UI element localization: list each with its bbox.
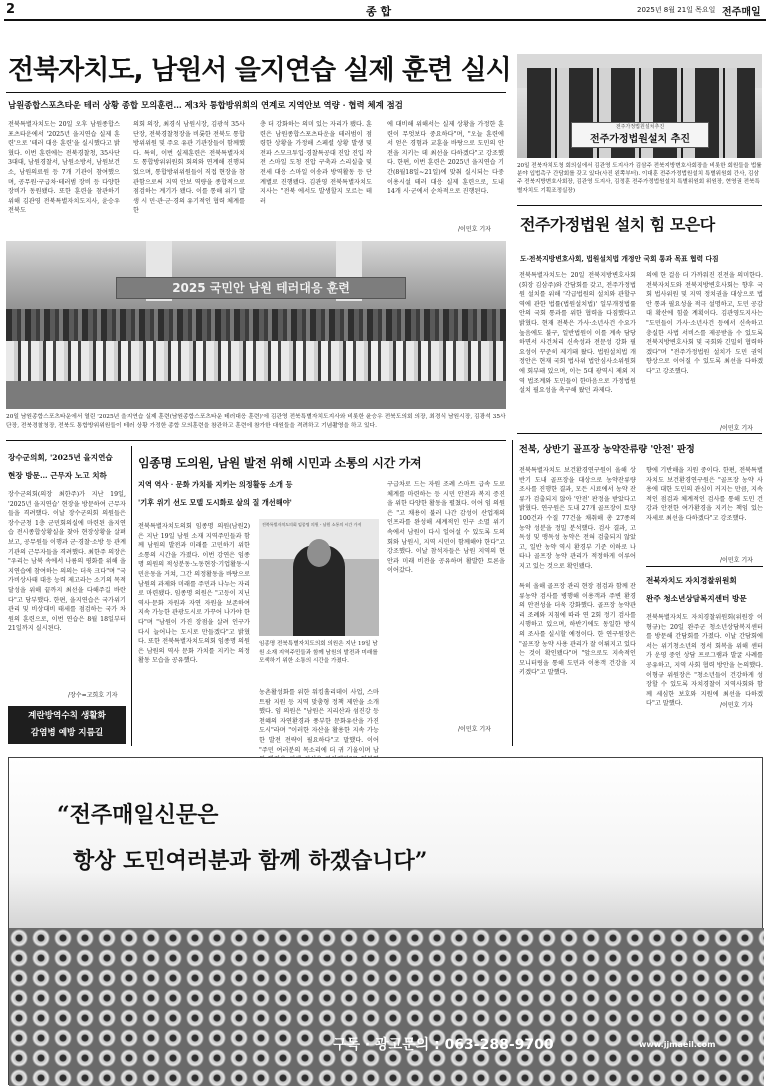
lim-photo-face — [307, 539, 331, 567]
lim-col-2: 구급차로 드는 자원 조례 스마트 급속 도로 체계를 마련하는 등 시민 안전과 복지 증진을 위한 다양한 활동을 펼쳤다. 이어 임 의원은 "고 채용이 불러 나간 감성이 산업재의 인프라를 완성해 세계적인 인구 소멸 위기 속에서 남원이 다시 일어설 수 있도록 도의회와 남원시, 지역 시민이 함께해야 한다"고 강조했다. 이날 참석자들은 남원 지역의 현안과 미래 비전을 공유하며 활발한 토론을 이어갔다. — [387, 481, 505, 575]
main-subheadline: 남원종합스포츠타운 테러 상황 종합 모의훈련… 제3차 통합방위회의 연계로 지역안보 역량 · 협력 체계 점검 — [8, 100, 403, 110]
youth-byline: /이민호 기자 — [720, 702, 753, 709]
ad-headline-1: “전주매일신문은 — [57, 802, 219, 828]
golf-headline: 전북, 상반기 골프장 농약잔류량 '안전' 판정 — [519, 444, 695, 455]
photo-ground — [6, 381, 506, 409]
ad-contact-label: 구독 · 광고문의 : — [333, 1037, 440, 1053]
paper-name: 전주매일 — [722, 7, 761, 18]
training-photo — [6, 241, 506, 409]
court-headline: 전주가정법원 설치 힘 모은다 — [520, 215, 715, 234]
lim-left-rule — [131, 446, 132, 746]
youth-headline-2: 완주 청소년상담복지센터 방문 — [646, 594, 747, 603]
lim-col-1: 전북특별자치도의회 임종명 의원(남원2)은 지난 19일 남원 소재 지역주민들과 함께 남원의 발전과 미래를 고민하기 위한 소통의 시간을 가졌다. 이번 강연은 임종명 의원의 적성분동·노동현장·기업활동·시민운동을 거쳐, 그간 의정활동을 바탕으로 남원의 과제와 미래를 주민과 나누는 자리로 마련됐다. 임종명 의원은 "고등이 지닌 역사·문화 자원과 자연 자원을 보존하여 지속 가능한 관광도시로 가꾸어 나가야 한다"며 "남원이 가진 장점을 살려 인구가 다시 늘어나는 도시로 만들겠다"고 밝혔다. 또한 전북특별자치도의회 임종명 의원은 남원의 역사 문화 가치를 지키는 의정활동 모습을 공유했다. — [138, 523, 250, 665]
golf-col-2: 특히 올해 골프장 관리 현장 점검과 함께 잔류농약 검사를 병행해 이용객과 주변 환경의 안전성을 더욱 강화했다. 골프장 농약관리 조례와 지침에 따라 연 2회 정기 검사를 시행하고 있으며, 하반기에도 동일한 방식의 조사를 실시할 예정이다. 한 연구원장은 "골프장 농약 사용 관리가 잘 이뤄지고 있다는 것이 확인됐다"며 "앞으로도 지속적인 모니터링을 통해 도민과 이용객 건강을 지키겠다"고 말했다. — [519, 583, 636, 677]
page-number: 2 — [6, 2, 16, 17]
jangsu-col: 장수군의회(의장 최한주)가 지난 19일, '2025년 을지연습' 현장을 방문하여 근무자들을 격려했다. 이날 장수군의회 의원들은 장수군청 1층 군민회의실에 마련된 을지연습 전시종합상황실을 찾아 현장상황을 살펴보고, 공무원들 이행과 군·경찰·소방 등 관계기관의 근무자들을 격려했다. 최한주 의장은 "우리는 남북 속에서 나름의 평화를 위해 을지연습에 참여하는 의의는 더욱 크다"며 "국가비상사태 대응 능력 제고라는 소기의 목적 달성을 위해 끝까지 최선을 다해주길 바란다"고 당부했다. 한편, 을지연습은 국가위기관리 및 비상대비 태세를 점검하는 국가 차원의 훈련으로, 이번 연습은 8월 18일부터 21일까지 실시된다. — [8, 491, 126, 633]
photo-banner: 2025 국민안 남원 테러대응 훈련 — [116, 277, 406, 299]
training-photo-caption: 20일 남원종합스포츠타운에서 열린 '2025년 을지연습 실제 훈련(남원종합스포츠타운 테러대응 훈련)'에 김관영 전북특별자치도지사와 비롯한 윤승우 전북도의회 의장, 최경식 남원시장, 김광석 35사단장, 전북경찰청장, 전북도 통합방위위원들이 테러 상황 가정한 종합 모의훈련을 참관하고 훈련에 참가한 대원들을 격려하고 기념촬영을 하고 있다. — [6, 414, 506, 429]
issue-date: 2025년 8월 21일 목요일 — [637, 6, 716, 14]
promo-line-2: 감염병 예방 지름길 — [30, 728, 104, 738]
court-photo — [517, 54, 762, 158]
main-col-3: 층 더 강화하는 의미 있는 자리가 됐다. 훈련은 남원종합스포츠타운을 테러범이 점령한 상황을 가정해 스페셜 상황 발생 및 전파 스모크투입·경찰특공대 진압 진입 작전 스마일 도청 진압 구축과 스리실출 및 전세 대응 스마일 이송과 방역활동 등 단계별로 진행됐다. 김관영 전북특별자치도지사는 "전북 에서도 발생할지 모르는 테러 — [260, 121, 372, 205]
jangsu-byline: /장수=고희호 기자 — [68, 692, 118, 699]
lim-photo-screen: 전북특별자치도의회 임종명 의원 - 남원 소통의 시간 가져 — [259, 519, 379, 559]
ad-banner — [8, 757, 763, 1085]
lim-subheadline-2: '기후 위기 선도 모델 도시화로 살의 질 개선해야' — [138, 498, 292, 507]
main-col-1: 전북특별자치도는 20일 오후 남원종합스포츠타운에서 '2025년 을지연습 실제 훈련'으로 '테러 대응 훈련'을 실시했다고 밝혔다. 이번 훈련에는 전북경찰청, 35사단 3대대, 남원경찰서, 남원소방서, 남원보건소, 남원의료원 등 7개 기관이 참여했으며, 공무원·구급차·테러범 장비 등 다양한 장비가 동원됐다. 또한 훈련을 참관하기 위해 김관영 전북특별자치도지사, 윤승우 전북도 — [8, 121, 120, 215]
main-col-4: 에 대비해 위해서는 실제 상황을 가정한 훈련이 무엇보다 중요하다"며, "오늘 훈련에서 얻은 경험과 교훈을 바탕으로 도민의 안전을 지키는 데 최선을 다하겠다"고 강조했다. 한편, 이번 훈련은 2025년 을지연습 기간(8월18일~21일)에 맞춰 실시되는 다중이용시설 테러 대응 실제 훈련으로, 도내 14개 시·군에서 순차적으로 진행된다. — [387, 121, 504, 196]
ad-sunflowers — [9, 928, 764, 1086]
section-title: 종 합 — [366, 5, 392, 18]
lim-byline: /이민호 기자 — [458, 726, 491, 733]
page-header — [0, 0, 769, 22]
court-bottom-rule — [517, 433, 762, 434]
court-subheadline: 도·전북지방변호사회, 법원설치법 개정안 국회 통과 목표 협력 다짐 — [520, 255, 719, 263]
golf-col-3: 향에 기반해을 지원 중이다. 한편, 전북특별자치도 보건환경연구원은 "골프장 농약 사용에 대한 도민의 관심이 커지는 만큼, 지속적인 점검과 체계적인 검사를 통해 도민 건강과 안전한 여가환경을 지키는 책임 있는 자세로 최선을 다하겠다"고 강조했다. — [646, 467, 763, 522]
promo-line-1: 계란방역수칙 생활화 — [28, 711, 106, 721]
lim-photo — [259, 519, 379, 636]
court-col-2: 의에 한 걸음 더 가까워진 진전을 의미한다. 전북자치도와 전북지방변호사회는 향후 국회 법사위원 및 지역 정치권을 대상으로 법안 통과 필요성을 적극 설명하고, 도민 공감대 확산에 힘쓸 계획이다. 김관영도지사는 "도민들이 가사·소년사건 등에서 신속하고 충실한 사법 서비스를 제공받을 수 있도록 전북지방변호사회 및 국회와 긴밀히 협력하겠다"며 "전주가정법원 설치가 도민 권익 향상으로 이어질 수 있도록 최선을 다하겠다"고 강조했다. — [646, 272, 763, 375]
main-byline: /이민호 기자 — [458, 226, 491, 233]
lim-photo-caption: 임종명 전북특별자치도의회 의원은 지난 19일 남원 소재 지역주민들과 함께 남원의 발전과 미래를 모색하기 위한 소통의 시간을 가졌다. — [259, 641, 378, 665]
jangsu-headline-2: 현장 방문… 근무자 노고 치하 — [8, 471, 107, 480]
court-byline: /이민호 기자 — [720, 425, 753, 432]
header-rule — [4, 19, 766, 21]
ad-contact — [333, 1034, 554, 1054]
promo-box — [8, 706, 126, 744]
mid-rule — [6, 440, 506, 441]
court-top-rule — [517, 205, 762, 206]
ad-phone: 063-288-9700 — [444, 1037, 554, 1053]
lim-headline: 임종명 도의원, 남원 발전 위해 시민과 소통의 시간 가져 — [138, 456, 422, 470]
right-col-rule — [512, 440, 513, 746]
youth-col: 전북특별자치도 자치경찰위원회(위원장 이형규)는 20일 완주군 청소년상담복지센터를 방문해 간담회를 가졌다. 이날 간담회에서는 위기청소년의 정서 회복을 위해 센터가 운영 중인 상담 프로그램과 발굴 사례를 공유하고, 지역 사회 협력 방안을 논의했다. 이형규 위원장은 "청소년들이 건강하게 성장할 수 있도록 자치경찰이 지역사회와 함께 세심한 보호와 지원에 최선을 다하겠다"고 말했다. — [646, 614, 763, 708]
golf-side-rule — [646, 566, 763, 567]
golf-col-1: 전북특별자치도 보건환경연구원이 올해 상반기 도내 골프장을 대상으로 농약잔류량 조사를 진행한 결과, 모든 시료에서 농약 잔류가 검출되지 않아 '안전' 판정을 받았다고 밝혔다. 연구원은 도내 27개 골프장이 토양 100건과 수질 77건을 채취해 총 27종의 농약 성분을 정밀 분석했다. 검사 결과, 고독성 및 맹독성 농약은 전혀 검출되지 않았고, 일반 농약 역시 환경부 기준 이하로 나타나 골프장 농약 관리가 적정하게 이루어지고 있는 것으로 확인됐다. — [519, 467, 636, 570]
photo-crowd-front — [6, 341, 506, 381]
main-headline: 전북자치도, 남원서 을지연습 실제 훈련 실시 — [8, 55, 511, 86]
main-col-2: 의회 의장, 최경식 남원시장, 김광석 35사단장, 전북경찰청장을 비롯한 전북도 통합방위위원 및 주요 유관 기관장들이 함께했다. 특히, 이번 실제훈련은 전북특별자치도 통합방위위원회 회의와 연계해 진행되었으며, 통합방위위원들이 직접 현장을 참관함으로써 지역 안보 역량을 종합적으로 점검하는 계기가 됐다. 이를 통해 위기 발생 시 민·관·군·경의 유기적인 협력 체계를 한 — [133, 121, 245, 215]
court-photo-caption: 20일 전북자치도청 회의실에서 김관영 도지사가 김삼주 전북지방변호사회장을 비롯한 회원들을 법률 분야 입법촉구 간담회를 갖고 있다(사진 왼쪽부터). 이대훈 전주가정법원설치 특별위원회 간사, 김삼주 전북지방변호사회장, 김관영 도지사, 김정훈 전주가정법원설치 특별위원회 위원장, 현영권 전북특별자치도 기획조정실장) — [517, 163, 762, 194]
golf-byline: /이민호 기자 — [720, 557, 753, 564]
ad-website: www.jjmaeil.com — [639, 1040, 716, 1049]
jangsu-headline-1: 장수군의회, '2025년 을지연습 — [8, 453, 113, 462]
lim-col-3: 농촌활성화를 위한 워킹홀리데이 사업, 스마트팜 지원 등 지역 맞춤형 정책 제안을 소개했다. 임 의원은 "남원은 지리산과 섬진강 등 천혜의 자연환경과 풍부한 문화유산을 가진 도시"라며 "이러한 자산을 활용한 지속 가능한 발전 전략이 필요하다"고 말했다. 이어 "주민 여러분의 목소리에 더 귀 기울이며 남 — [259, 689, 379, 754]
youth-headline-1: 전북자치도 자치경찰위원회 — [646, 576, 737, 585]
main-headline-rule — [6, 92, 506, 93]
lim-subheadline-1: 지역 역사 · 문화 가치를 지키는 의정활동 소개 등 — [138, 480, 293, 489]
ad-headline-2: 항상 도민여러분과 함께 하겠습니다” — [73, 848, 428, 874]
court-col-1: 전북특별자치도는 20일 전북지방변호사회(회장 김삼주)와 간담회를 갖고, 전주가정법원 설치를 위해 '각급법원의 설치와 관할구역에 관한 법률(법원설치법)' 일부개정법률안의 국회 통과를 위한 협력을 다짐했다고 밝혔다. 현재 전북은 가사·소년사건 수요가 높음에도 불구, 일반법원이 이를 계속 담당하면서 사건처리 신속성과 전문성 강화 필요성이 꾸준히 제기돼 왔다. 법원설치법 개정안은 현재 국회 법사위 법안심사소위원회에 회부돼 있으며, 이는 5대 광역시 제외 지역 법조계와 도민들이 한마음으로 가정법원 설치 필요성을 촉구해 왔던 과제다. — [519, 272, 636, 395]
court-photo-sign: 전주가정법원설치추진 전주가정법원설치 추진 — [571, 122, 709, 148]
